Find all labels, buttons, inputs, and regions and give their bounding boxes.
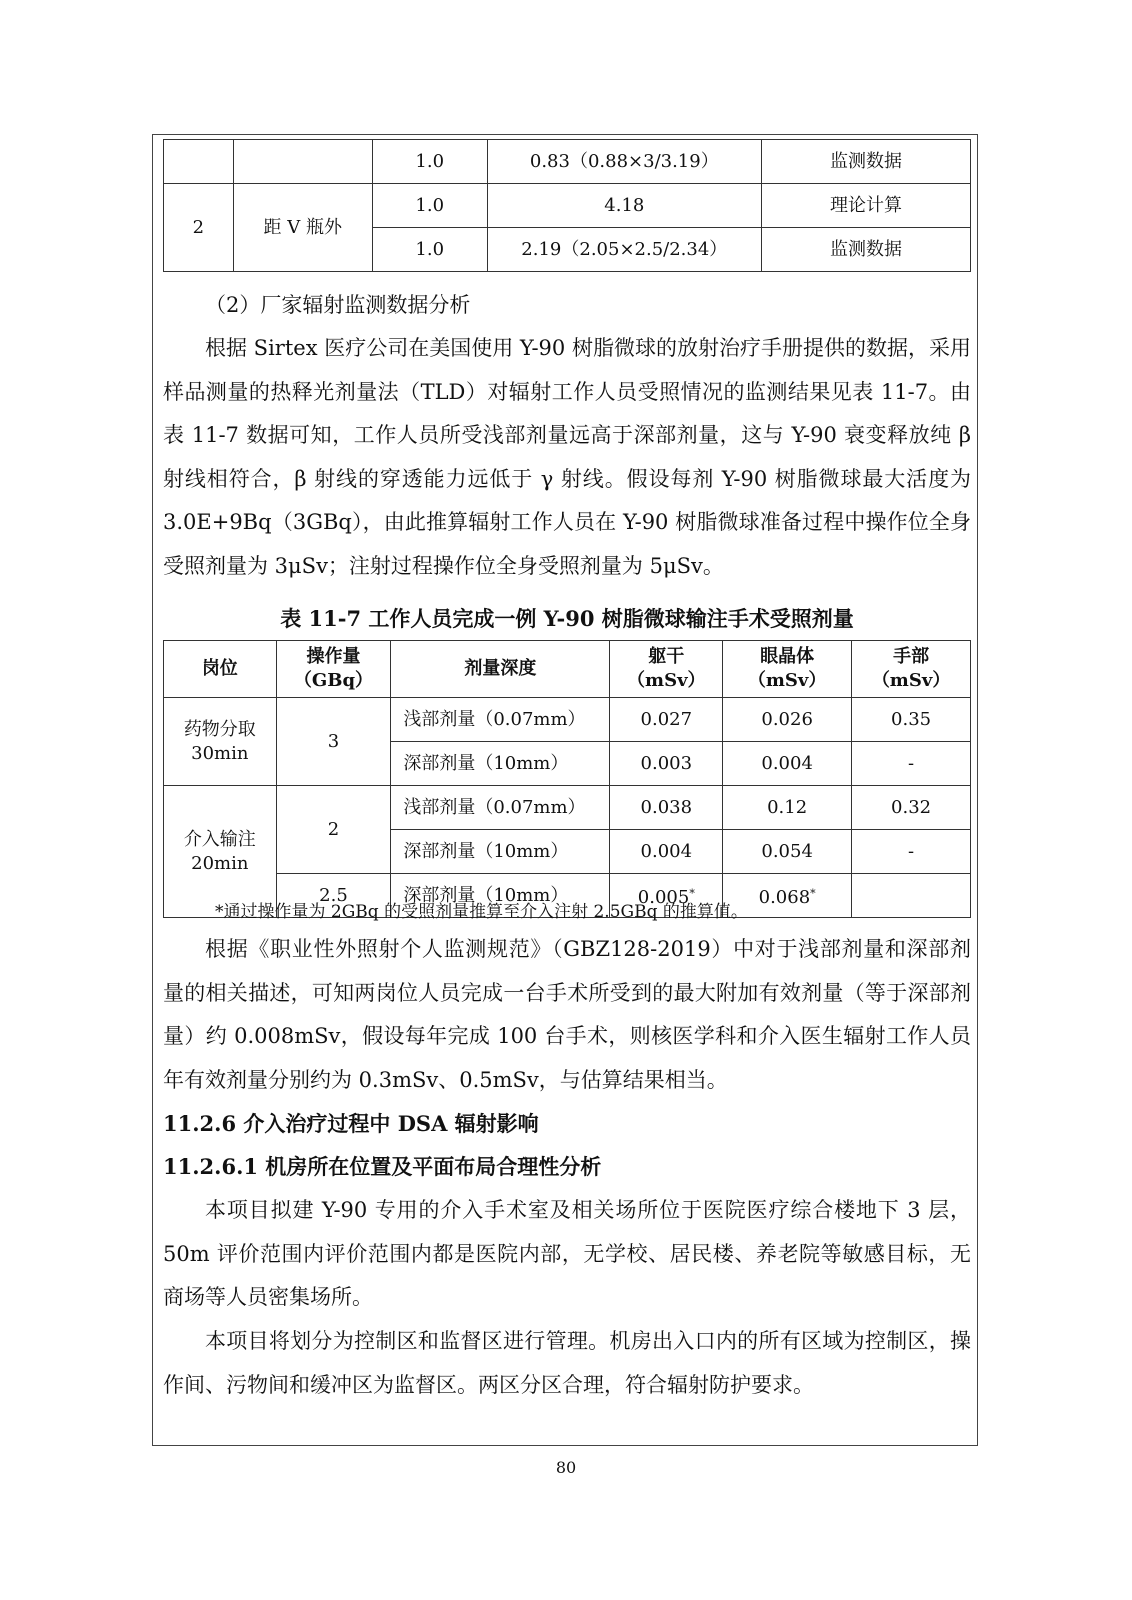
footnote-mark: * xyxy=(810,886,816,900)
table-header-row xyxy=(164,641,971,698)
lens-cell: 0.004 xyxy=(723,742,852,786)
value-cell: 4.18 xyxy=(487,184,761,228)
depth-cell: 深部剂量（10mm） xyxy=(391,874,610,918)
post-cell: 介入输注 20min xyxy=(164,786,277,918)
table-footnote: *通过操作量为 2GBq 的受照剂量推算至介入注射 2.5GBq 的推算值。 xyxy=(215,902,748,922)
distance-cell: 1.0 xyxy=(372,140,487,184)
depth-cell: 浅部剂量（0.07mm） xyxy=(391,786,610,830)
distance-cell: 1.0 xyxy=(372,184,487,228)
depth-cell: 深部剂量（10mm） xyxy=(391,830,610,874)
lens-cell: 0.026 xyxy=(723,698,852,742)
header-amount: 操作量 （GBq） xyxy=(276,641,391,698)
value-cell: 2.19（2.05×2.5/2.34） xyxy=(487,228,761,272)
hand-cell: 0.35 xyxy=(852,698,971,742)
section-paragraph: 根据 Sirtex 医疗公司在美国使用 Y-90 树脂微球的放射治疗手册提供的数据，采用样品测量的热释光剂量法（TLD）对辐射工作人员受照情况的监测结果见表 11-7。由表 11-7 数据可知，工作人员所受浅部剂量远高于深部剂量，这与 Y-90 衰变释放纯 β 射线相符合，β 射线的穿透能力远低于 γ 射线。假设每剂 Y-90 树脂微球最大活度为 3.0E+9Bq（3GBq），由此推算辐射工作人员在 Y-90 树脂微球准备过程中操作位全身受照剂量为 3μSv；注射过程操作位全身受照剂量为 5μSv。 xyxy=(163,336,971,578)
header-depth: 剂量深度 xyxy=(391,641,610,698)
hand-cell: 0.32 xyxy=(852,786,971,830)
section-subtitle: （2）厂家辐射监测数据分析 xyxy=(205,293,471,317)
post-cell: 药物分取 30min xyxy=(164,698,277,786)
trunk-cell: 0.003 xyxy=(610,742,723,786)
lens-cell: 0.12 xyxy=(723,786,852,830)
table-row xyxy=(164,140,971,184)
amount-cell: 2.5 xyxy=(276,874,391,918)
dose-table xyxy=(163,640,971,918)
distance-cell: 1.0 xyxy=(372,228,487,272)
trunk-cell: 0.005* xyxy=(610,874,723,918)
header-hand: 手部 （mSv） xyxy=(852,641,971,698)
source-cell: 理论计算 xyxy=(762,184,971,228)
lens-cell: 0.054 xyxy=(723,830,852,874)
location-cell: 距 V 瓶外 xyxy=(233,184,372,272)
hand-cell xyxy=(852,874,971,918)
header-trunk: 躯干 （mSv） xyxy=(610,641,723,698)
location-cell xyxy=(233,140,372,184)
section-heading: 11.2.6 介入治疗过程中 DSA 辐射影响 xyxy=(163,1111,539,1136)
subsection-heading: 11.2.6.1 机房所在位置及平面布局合理性分析 xyxy=(163,1154,602,1179)
monitoring-table xyxy=(163,139,971,272)
trunk-cell: 0.027 xyxy=(610,698,723,742)
value-cell: 0.83（0.88×3/3.19） xyxy=(487,140,761,184)
depth-cell: 深部剂量（10mm） xyxy=(391,742,610,786)
table-row xyxy=(164,786,971,830)
header-post: 岗位 xyxy=(164,641,277,698)
source-cell: 监测数据 xyxy=(762,140,971,184)
row-number xyxy=(164,140,234,184)
hand-cell: - xyxy=(852,830,971,874)
depth-cell: 浅部剂量（0.07mm） xyxy=(391,698,610,742)
page-number: 80 xyxy=(555,1458,577,1477)
hand-cell: - xyxy=(852,742,971,786)
table-row xyxy=(164,184,971,228)
amount-cell: 3 xyxy=(276,698,391,786)
lens-cell: 0.068* xyxy=(723,874,852,918)
footnote-mark: * xyxy=(689,886,695,900)
zones-paragraph: 本项目将划分为控制区和监督区进行管理。机房出入口内的所有区域为控制区，操作间、污物间和缓冲区为监督区。两区分区合理，符合辐射防护要求。 xyxy=(163,1329,971,1397)
trunk-cell: 0.004 xyxy=(610,830,723,874)
row-number: 2 xyxy=(164,184,234,272)
table-row xyxy=(164,698,971,742)
amount-cell: 2 xyxy=(276,786,391,874)
trunk-cell: 0.038 xyxy=(610,786,723,830)
source-cell: 监测数据 xyxy=(762,228,971,272)
gbz-paragraph: 根据《职业性外照射个人监测规范》（GBZ128-2019）中对于浅部剂量和深部剂量的相关描述，可知两岗位人员完成一台手术所受到的最大附加有效剂量（等于深部剂量）约 0.008mSv，假设每年完成 100 台手术，则核医学科和介入医生辐射工作人员年有效剂量分别约为 0.3mSv、0.5mSv，与估算结果相当。 xyxy=(163,937,971,1092)
header-lens: 眼晶体 （mSv） xyxy=(723,641,852,698)
location-paragraph: 本项目拟建 Y-90 专用的介入手术室及相关场所位于医院医疗综合楼地下 3 层，50m 评价范围内评价范围内都是医院内部，无学校、居民楼、养老院等敏感目标，无商场等人员密集场所。 xyxy=(163,1198,971,1309)
table-title: 表 11-7 工作人员完成一例 Y-90 树脂微球输注手术受照剂量 xyxy=(280,606,854,631)
